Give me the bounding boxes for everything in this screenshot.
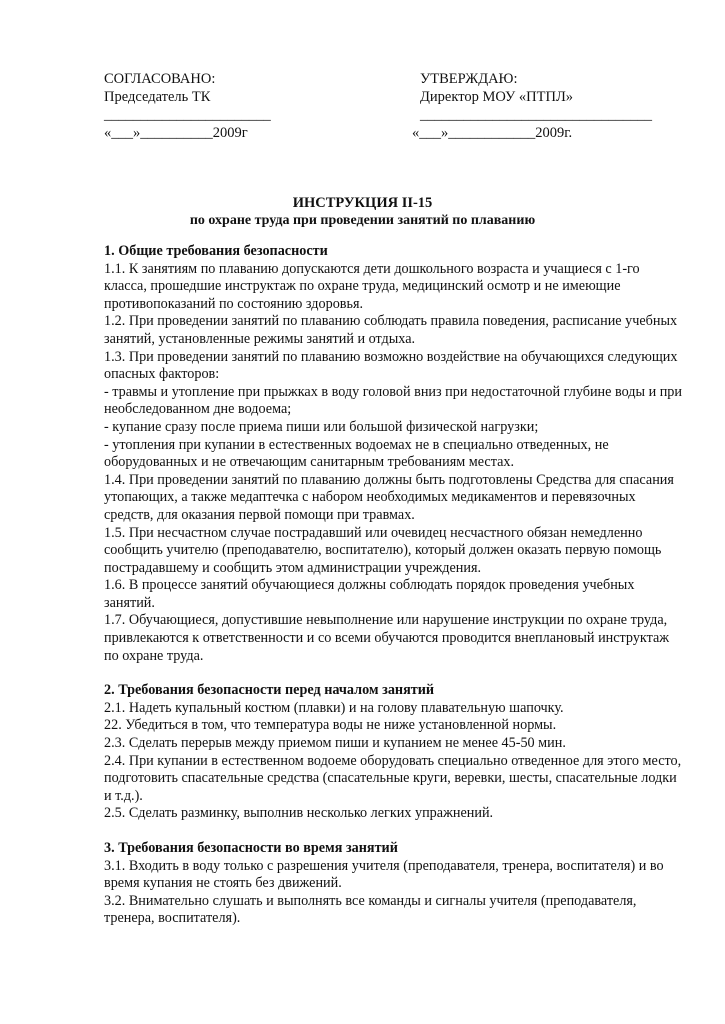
approval-left-date: «___»__________2009г	[104, 125, 248, 141]
document-body	[104, 243, 684, 928]
paragraph: 1.6. В процессе занятий обучающиеся должны соблюдать порядок проведения учебных занятий.	[104, 577, 635, 611]
approval-right-line2: Директор МОУ «ПТПЛ»	[420, 89, 574, 105]
paragraph: - травмы и утопление при прыжках в воду головой вниз при недостаточной глубине воды и при необследованном дне водоема;	[104, 383, 682, 418]
section-2	[104, 682, 684, 823]
paragraph: 1.1. К занятиям по плаванию допускаются дети дошкольного возраста и учащиеся с 1-го класса, прошедшие инструктаж по охране труда, медицинский осмотр и не имеющие противопоказаний по состоянию здоровья.	[104, 260, 640, 312]
approval-left-line1: СОГЛАСОВАНО:	[104, 71, 216, 87]
paragraph: 3.2. Внимательно слушать и выполнять все команды и сигналы учителя (преподавателя, тренера, воспитателя).	[104, 892, 637, 927]
document-title: ИНСТРУКЦИЯ II-15	[292, 195, 433, 211]
paragraph: 2.4. При купании в естественном водоеме оборудовать специально отведенное для этого место, подготовить спасательные средства (спасательные круги, веревки, шесты, спасательные лодки и т.д.).	[104, 752, 682, 804]
section-heading: 1. Общие требования безопасности	[104, 243, 328, 259]
paragraph: 2.5. Сделать разминку, выполнив несколько легких упражнений.	[104, 805, 494, 822]
paragraph: 1.3. При проведении занятий по плаванию возможно воздействие на обучающихся следующих опасных факторов:	[104, 348, 678, 383]
approval-right-line1: УТВЕРЖДАЮ:	[420, 71, 518, 87]
paragraph: 1.7. Обучающиеся, допустившие невыполнение или нарушение инструкции по охране труда, привлекаются к ответственности и со всеми обучаются проводится внеплановый инструктаж по охране труда.	[104, 612, 670, 664]
paragraph: - утопления при купании в естественных водоемах не в специально отведенных, не оборудованных и не отвечающим санитарным требованиям местах.	[104, 436, 609, 471]
paragraph: 2.3. Сделать перерыв между приемом пиши и купанием не менее 45-50 мин.	[104, 735, 566, 752]
approval-left-line2: Председатель ТК	[104, 89, 211, 105]
document-subtitle: по охране труда при проведении занятий по плаванию	[189, 213, 536, 228]
paragraph: - купание сразу после приема пиши или большой физической нагрузки;	[104, 418, 539, 435]
section-heading: 3. Требования безопасности во время занятий	[104, 840, 398, 856]
section-1	[104, 243, 684, 665]
paragraph: 3.1. Входить в воду только с разрешения учителя (преподавателя, тренера, воспитателя) и во время купания не стоять без движений.	[104, 857, 664, 892]
approval-right-date: «___»____________2009г.	[412, 125, 573, 141]
section-heading: 2. Требования безопасности перед началом занятий	[104, 682, 435, 699]
section-3	[104, 840, 684, 928]
paragraph: 1.2. При проведении занятий по плаванию соблюдать правила поведения, расписание учебных занятий, установленные режимы занятий и отдыха.	[104, 313, 678, 347]
paragraph: 2.1. Надеть купальный костюм (плавки) и на голову плавательную шапочку.	[104, 699, 564, 716]
approval-left-underline: _______________________	[104, 107, 271, 123]
approval-right-underline: ________________________________	[420, 107, 652, 123]
paragraph: 1.5. При несчастном случае пострадавший или очевидец несчастного обязан немедленно сообщить учителю (преподавателю, воспитателю), который должен оказать первую помощь пострадавшему и сообщить этом администрации учреждения.	[104, 524, 662, 576]
paragraph: 1.4. При проведении занятий по плаванию должны быть подготовлены Средства для спасания утопающих, а также медаптечка с набором необходимых медикаментов и перевязочных средств, для оказания первой помощи при травмах.	[104, 471, 674, 523]
paragraph: 22. Убедиться в том, что температура воды не ниже установленной нормы.	[104, 717, 557, 734]
